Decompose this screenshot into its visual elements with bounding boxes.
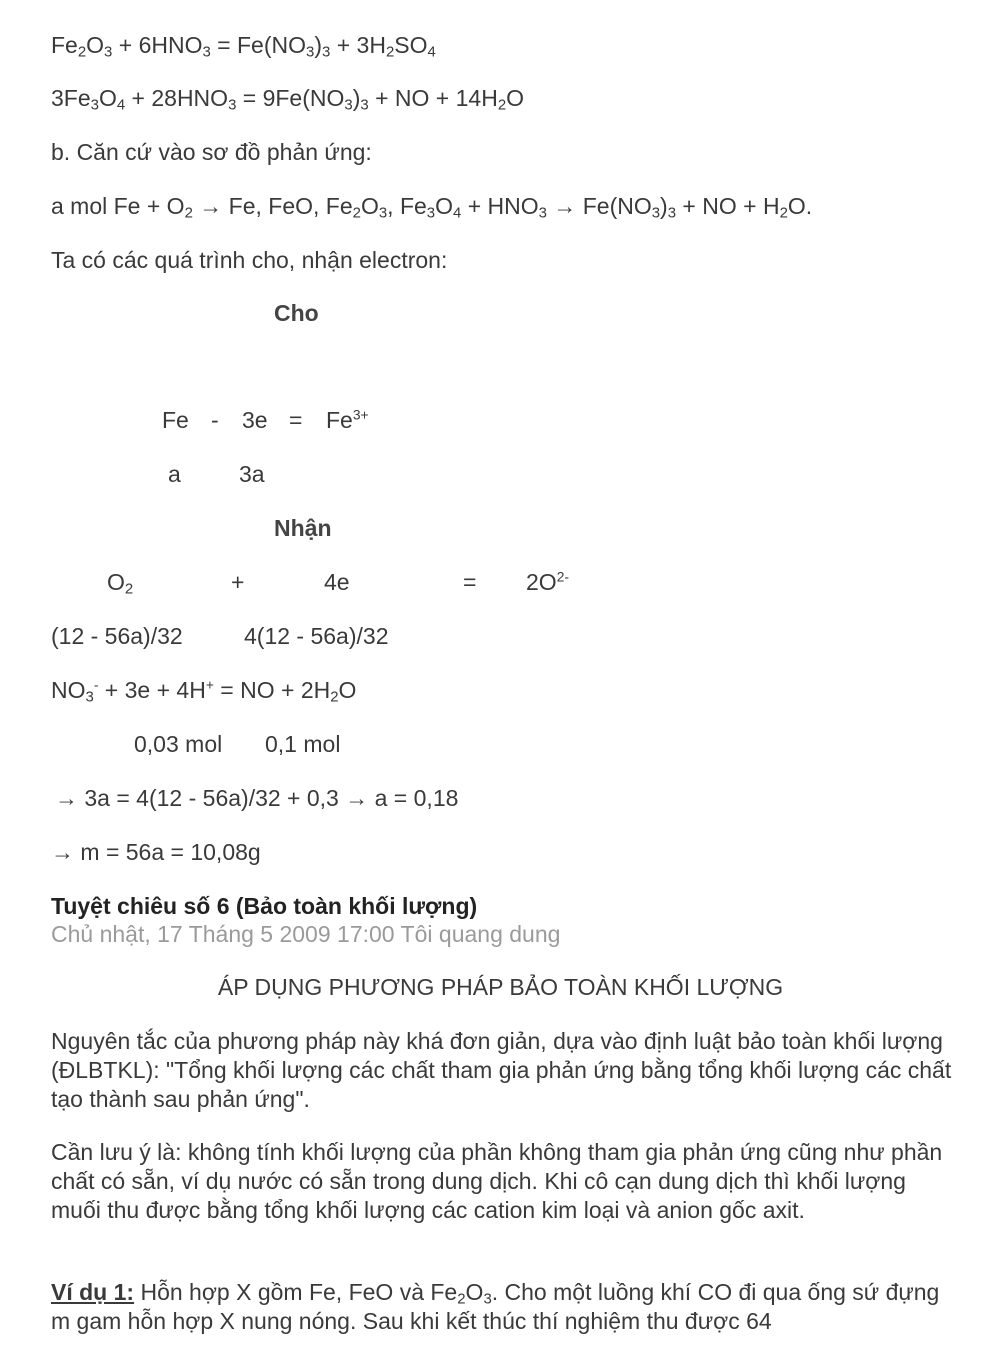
give-3e: 3e [242,407,268,433]
equation-1: $Fe_2O_3 + 6HNO_3 = Fe(NO_3)_3 + 3H_2SO_4$ [51,32,436,61]
result-a: → 3a = 4(12 - 56a)/32 + 0,3 → a = 0,18 [55,785,459,811]
section-heading: ÁP DỤNG PHƯƠNG PHÁP BẢO TOÀN KHỐI LƯỢNG [217,974,784,1000]
receive-mol-o2: (12 - 56a)/32 [51,623,183,649]
give-heading: Cho [274,300,319,326]
receive-heading: Nhận [274,515,332,541]
nitrate-mol-2: 0,1 mol [265,731,341,757]
example-1: Ví dụ 1: Hỗn hợp X gồm Fe, FeO và $Fe_2O_3$. Cho một luồng khí CO đi qua ống sứ đựng m gam hỗn hợp X nung nóng. Sau khi kết thúc thí nghiệm thu được 64 [51,1279,940,1334]
receive-2o2minus: $2O^{2-}$ [526,569,569,595]
nitrate-mol-1: 0,03 mol [134,731,223,757]
reaction-scheme: a mol $Fe + O_2 \to Fe$, FeO, $Fe_2O_3$, $Fe_3O_4 + HNO_3 \to Fe(NO_3)_3$ + NO + $H_2O$. [51,193,813,222]
receive-mol-e: 4(12 - 56a)/32 [244,623,389,649]
example-label: Ví dụ 1: [51,1279,135,1305]
give-mol-3a: 3a [239,461,265,487]
electron-intro: Ta có các quá trình cho, nhận electron: [51,247,448,273]
give-equals: = [289,407,303,433]
give-minus: - [211,407,219,433]
give-fe: Fe [162,407,189,433]
receive-plus: + [231,569,245,595]
nitrate-equation: $NO_3^- + 3e + 4H^+$ = NO + $2H_2O$ [51,677,357,706]
result-m: → m = 56a = 10,08g [51,839,261,865]
paragraph-note: Cần lưu ý là: không tính khối lượng của phần không tham gia phản ứng cũng như phần chất có sẵn, ví dụ nước có sẵn trong dung dịch. Khi cô cạn dung dịch thì khối lượng muối thu được bằng tổng khối lượng các cation kim loại và anion gốc axit. [51,1139,943,1223]
article-meta: Chủ nhật, 17 Tháng 5 2009 17:00 Tôi quang dung [51,921,561,947]
article-title[interactable]: Tuyệt chiêu số 6 (Bảo toàn khối lượng) [51,893,478,919]
give-fe3plus: $Fe^{3+}$ [326,407,369,433]
paragraph-principle: Nguyên tắc của phương pháp này khá đơn giản, dựa vào định luật bảo toàn khối lượng (ĐLBTKL): "Tổng khối lượng các chất tham gia phản ứng bằng tổng khối lượng các chất tạo thành sau phản ứng". [51,1028,952,1112]
receive-4e: 4e [324,569,350,595]
equation-2: $3Fe_3O_4 + 28HNO_3 = 9Fe(NO_3)_3$ + NO + $14H_2O$ [51,85,525,114]
receive-o2: $O_2$ [107,569,134,598]
receive-equals: = [463,569,477,595]
part-b-label: b. Căn cứ vào sơ đồ phản ứng: [51,139,372,165]
give-mol-a: a [168,461,181,487]
